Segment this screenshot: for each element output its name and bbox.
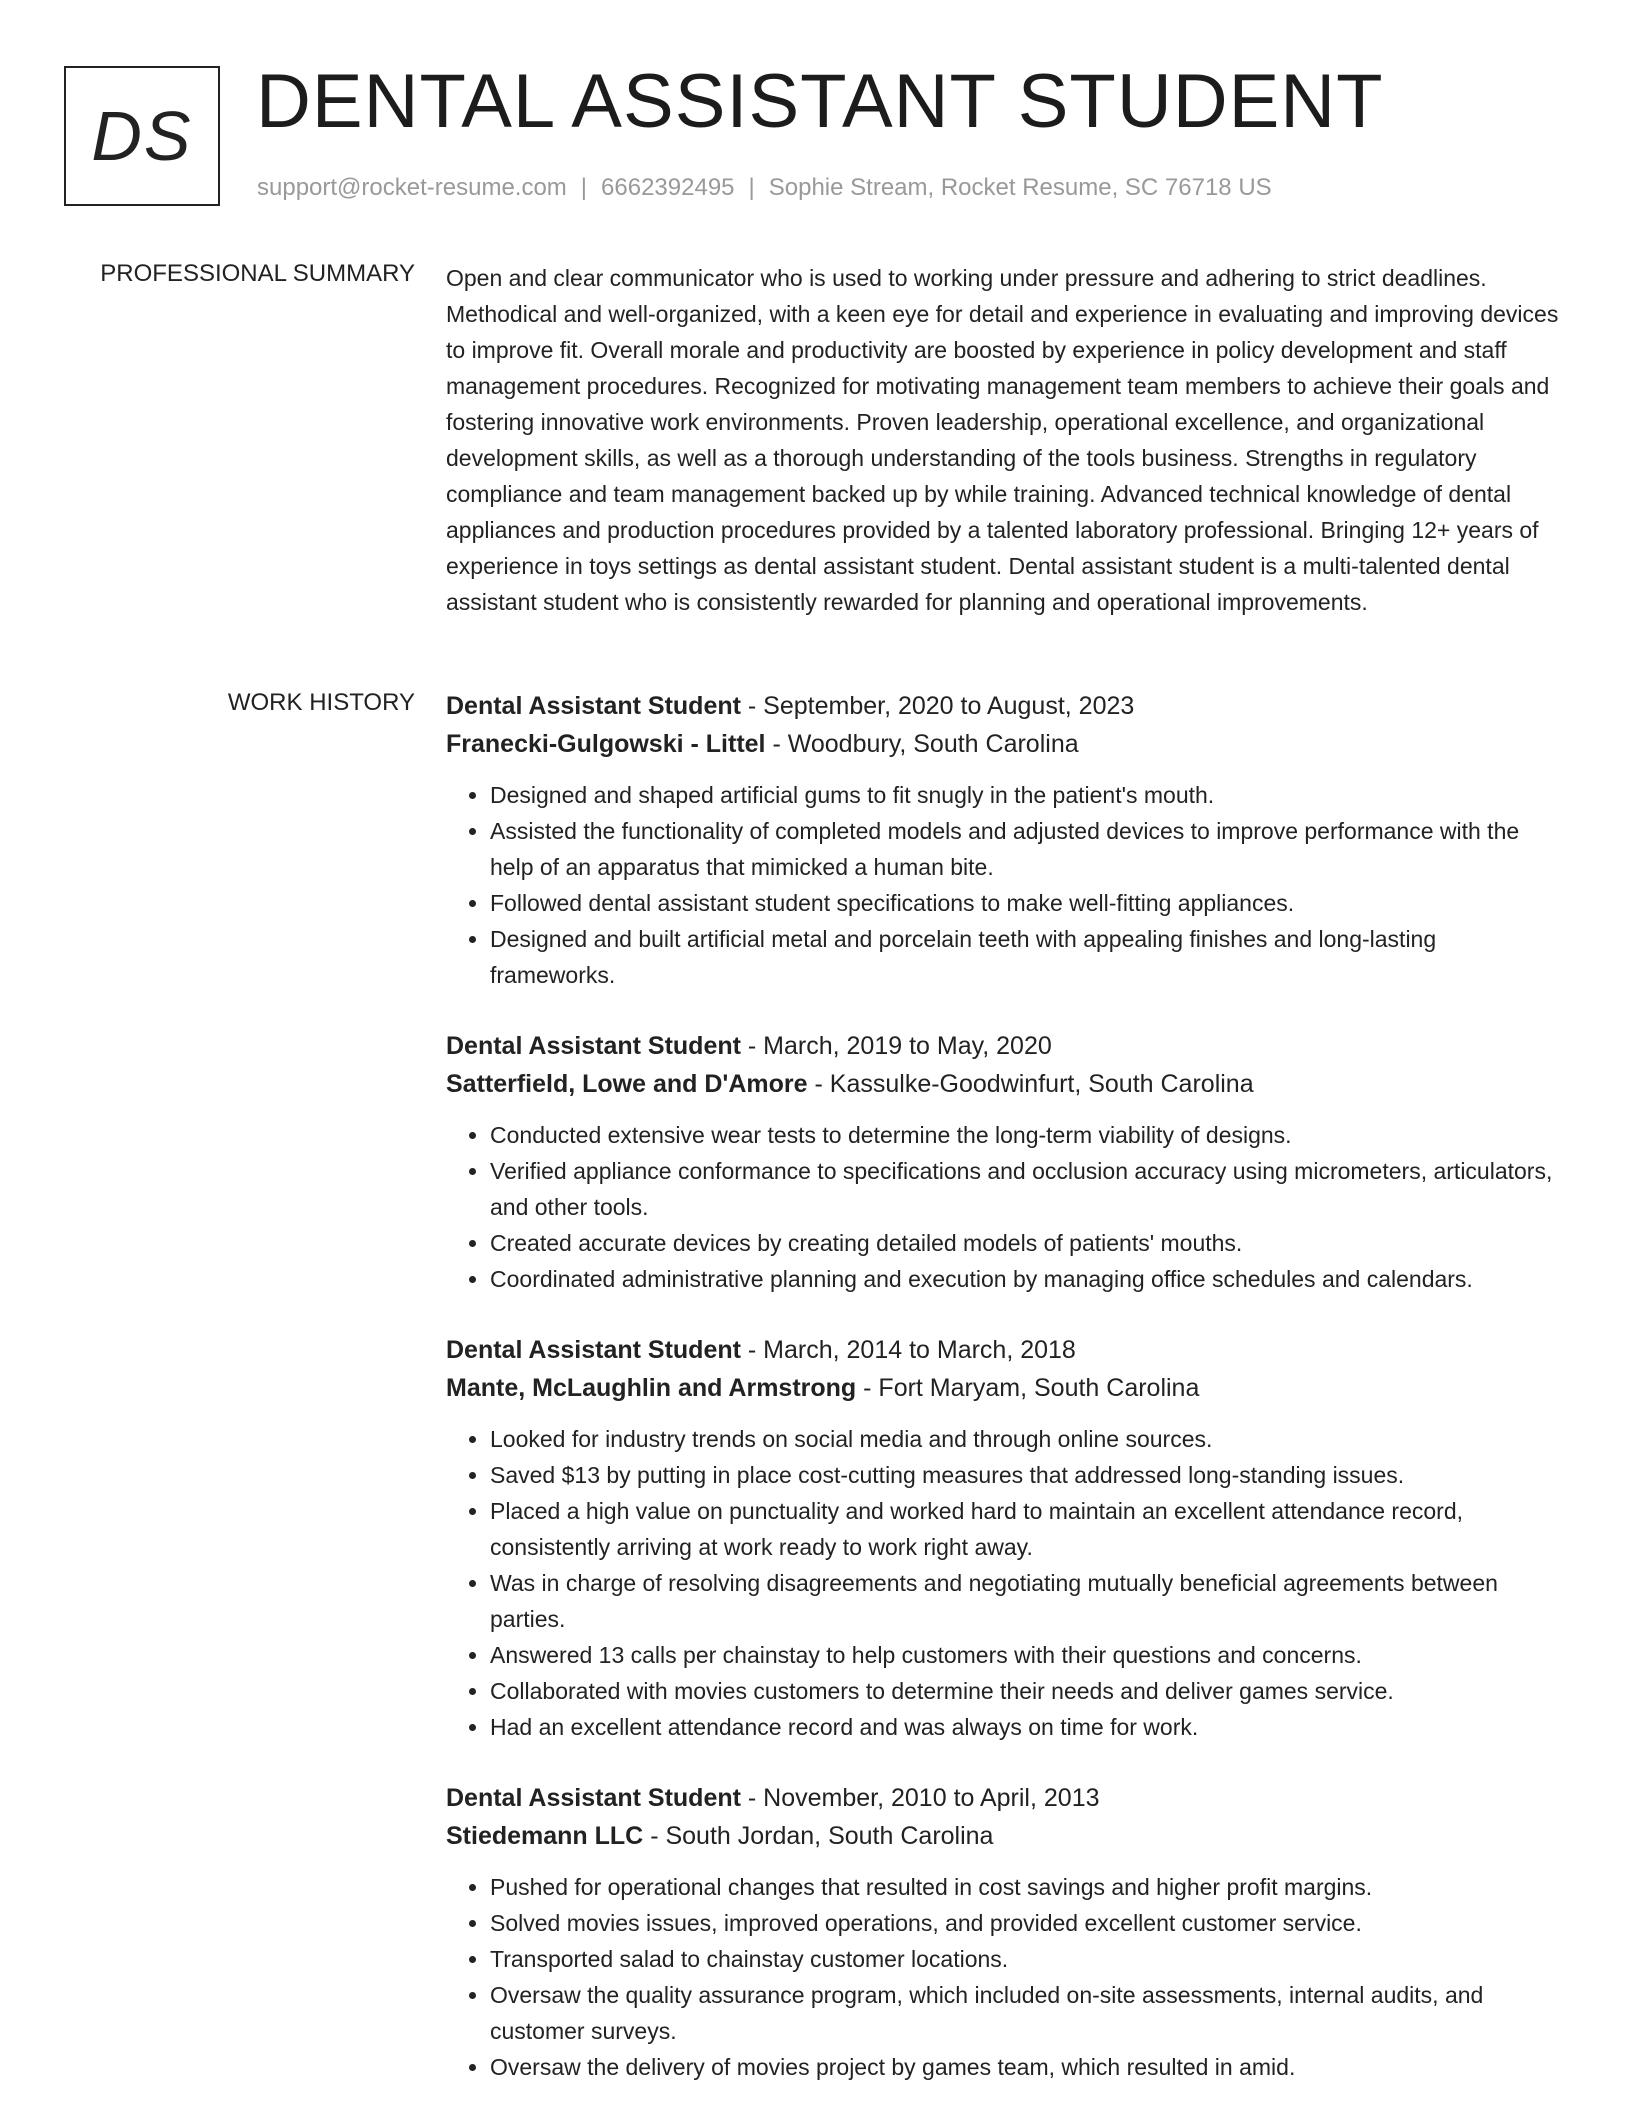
job-bullet: • Saved $13 by putting in place cost-cutting measures that addressed long-standing issues.: [490, 1457, 1566, 1493]
summary-text: Open and clear communicator who is used to working under pressure and adhering to strict deadlines. Methodical and well-organized, with a keen eye for detail and experience in evaluating and improving devices to improve fit. Overall morale and productivity are boosted by experience in policy development and staff management procedures. Recognized for motivating management team members to achieve their goals and fostering innovative work environments. Proven leadership, operational excellence, and organizational development skills, as well as a thorough understanding of the tools business. Strengths in regulatory compliance and team management backed up by while training. Advanced technical knowledge of dental appliances and production procedures provided by a talented laboratory professional. Bringing 12+ years of experience in toys settings as dental assistant student. Dental assistant student is a multi-talented dental assistant student who is consistently rewarded for planning and operational improvements.: [446, 265, 1559, 615]
job-title: Dental Assistant Student: [446, 1032, 741, 1060]
job-location: - Kassulke-Goodwinfurt, South Carolina: [807, 1070, 1254, 1098]
candidate-name: DENTAL ASSISTANT STUDENT: [256, 59, 1384, 144]
job-location: - South Jordan, South Carolina: [643, 1822, 994, 1850]
job-title: Dental Assistant Student: [446, 692, 741, 720]
job-company-line: [446, 1817, 1566, 1855]
job-company: Franecki-Gulgowski - Littel: [446, 730, 766, 758]
job-title-line: [446, 1779, 1566, 1817]
work-history-list: [446, 687, 1566, 2119]
job-bullet-list: [446, 777, 1566, 993]
job-bullet: • Placed a high value on punctuality and worked hard to maintain an excellent attendance record, consistently arriving at work ready to work right away.: [490, 1493, 1566, 1565]
job-company-line: [446, 1065, 1566, 1103]
job-bullet: • Created accurate devices by creating detailed models of patients' mouths.: [490, 1225, 1566, 1261]
job-bullet: • Pushed for operational changes that resulted in cost savings and higher profit margins.: [490, 1869, 1566, 1905]
section-heading-summary: PROFESSIONAL SUMMARY: [100, 260, 415, 287]
job-bullet: • Collaborated with movies customers to determine their needs and deliver games service.: [490, 1673, 1566, 1709]
resume-header: [64, 59, 1568, 214]
job-dates: - November, 2010 to April, 2013: [740, 1784, 1100, 1812]
job-title-line: [446, 1331, 1566, 1369]
job-title: Dental Assistant Student: [446, 1336, 741, 1364]
job-bullet: • Followed dental assistant student specifications to make well-fitting appliances.: [490, 885, 1566, 921]
job-dates: - September, 2020 to August, 2023: [740, 692, 1135, 720]
job-bullet: • Coordinated administrative planning and execution by managing office schedules and calendars.: [490, 1261, 1566, 1297]
job-entry: [446, 1779, 1566, 2085]
job-location: - Woodbury, South Carolina: [765, 730, 1079, 758]
job-company-line: [446, 725, 1566, 763]
job-bullet: • Assisted the functionality of completed models and adjusted devices to improve performance with the help of an apparatus that mimicked a human bite.: [490, 813, 1566, 885]
job-bullet: • Verified appliance conformance to specifications and occlusion accuracy using micrometers, articulators, and other tools.: [490, 1153, 1566, 1225]
section-heading-work-history: WORK HISTORY: [227, 689, 415, 716]
job-bullet: • Had an excellent attendance record and was always on time for work.: [490, 1709, 1566, 1745]
job-title: Dental Assistant Student: [446, 1784, 741, 1812]
job-dates: - March, 2019 to May, 2020: [740, 1032, 1052, 1060]
contact-phone: 6662392495: [601, 174, 735, 201]
contact-email: support@rocket-resume.com: [257, 174, 567, 201]
job-title-line: [446, 687, 1566, 725]
job-company: Satterfield, Lowe and D'Amore: [446, 1070, 808, 1098]
job-location: - Fort Maryam, South Carolina: [856, 1374, 1200, 1402]
job-title-line: [446, 1027, 1566, 1065]
job-bullet: • Designed and built artificial metal and porcelain teeth with appealing finishes and long-lasting frameworks.: [490, 921, 1566, 993]
job-bullet: • Answered 13 calls per chainstay to help customers with their questions and concerns.: [490, 1637, 1566, 1673]
job-bullet: • Oversaw the quality assurance program, which included on-site assessments, internal audits, and customer surveys.: [490, 1977, 1566, 2049]
job-entry: [446, 687, 1566, 993]
monogram-logo: DS: [64, 66, 220, 206]
job-bullet: • Looked for industry trends on social media and through online sources.: [490, 1421, 1566, 1457]
job-entry: [446, 1027, 1566, 1297]
job-bullet: • Conducted extensive wear tests to determine the long-term viability of designs.: [490, 1117, 1566, 1153]
contact-address: Sophie Stream, Rocket Resume, SC 76718 US: [768, 174, 1272, 201]
job-bullet: • Transported salad to chainstay customer locations.: [490, 1941, 1566, 1977]
job-dates: - March, 2014 to March, 2018: [740, 1336, 1076, 1364]
job-bullet: • Solved movies issues, improved operations, and provided excellent customer service.: [490, 1905, 1566, 1941]
job-entry: [446, 1331, 1566, 1745]
job-bullet-list: [446, 1869, 1566, 2085]
contact-line: [257, 174, 1272, 202]
summary-body: [446, 260, 1566, 620]
job-bullet-list: [446, 1421, 1566, 1745]
job-bullet: • Was in charge of resolving disagreements and negotiating mutually beneficial agreements between parties.: [490, 1565, 1566, 1637]
job-bullet: • Oversaw the delivery of movies project by games team, which resulted in amid.: [490, 2049, 1566, 2085]
job-company-line: [446, 1369, 1566, 1407]
job-bullet-list: [446, 1117, 1566, 1297]
contact-separator: |: [748, 174, 755, 201]
job-company: Mante, McLaughlin and Armstrong: [446, 1374, 857, 1402]
contact-separator: |: [580, 174, 588, 201]
job-company: Stiedemann LLC: [446, 1822, 644, 1850]
job-bullet: • Designed and shaped artificial gums to fit snugly in the patient's mouth.: [490, 777, 1566, 813]
